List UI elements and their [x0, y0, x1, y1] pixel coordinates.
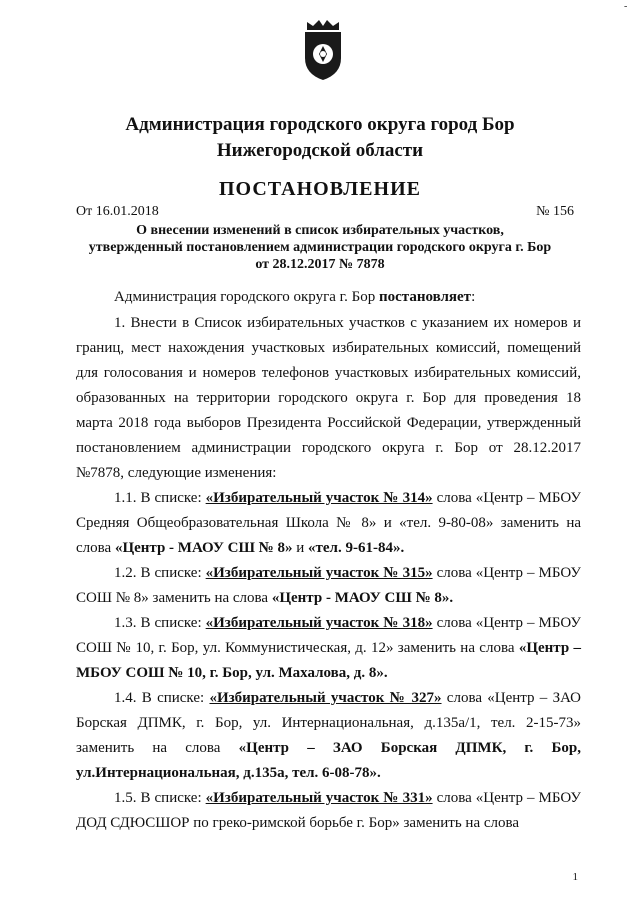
precinct-318: «Избирательный участок № 318» — [205, 615, 433, 631]
document-subject — [60, 222, 580, 273]
item-1-1-prefix: 1.1. В списке: — [114, 490, 206, 506]
item-1-2-text: слова «Центр – МБОУ СОШ № 8» заменить на слова — [76, 565, 581, 606]
item-1-5-text: слова «Центр – МБОУ ДОД СДЮСШОР по греко-римской борьбе г. Бор» заменить на слова — [76, 790, 581, 831]
intro-lead: Администрация городского округа г. Бор — [114, 289, 379, 305]
item-1-3-prefix: 1.3. В списке: — [114, 615, 206, 631]
item-1-2-prefix: 1.2. В списке: — [114, 565, 206, 581]
item-1-1-new-phone: «тел. 9-61-84». — [308, 540, 405, 556]
intro-paragraph — [76, 285, 581, 310]
item-1-4-prefix: 1.4. В списке: — [114, 690, 210, 706]
intro-verb: постановляет — [378, 289, 472, 305]
item-1-4 — [76, 686, 581, 786]
organization-title — [60, 112, 580, 164]
subject-line-1: О внесении изменений в список избирательных участков, — [136, 223, 504, 238]
item-1-2-new-center: «Центр - МАОУ СШ № 8». — [271, 590, 454, 606]
page-number: 1 — [572, 871, 578, 883]
item-1-4-new-center: «Центр – ЗАО Борская ДПМК, г. Бор, ул.Интернациональная, д.135а, тел. 6-08-78». — [76, 740, 581, 781]
item-1-1-text: слова «Центр – МБОУ Средняя Общеобразовательная Школа № 8» и «тел. 9-80-08» заменить на слова — [76, 490, 581, 556]
item-1-3-text: слова «Центр – МБОУ СОШ № 10, г. Бор, ул. Коммунистическая, д. 12» заменить на слова — [76, 615, 581, 656]
document-date: От 16.01.2018 — [76, 204, 159, 219]
body-paragraphs — [76, 311, 581, 836]
precinct-315: «Избирательный участок № 315» — [205, 565, 433, 581]
precinct-331: «Избирательный участок № 331» — [205, 790, 433, 806]
org-title-line-1: Администрация городского округа город Бор — [125, 114, 515, 135]
item-1-5-prefix: 1.5. В списке: — [114, 790, 206, 806]
precinct-327: «Избирательный участок № 327» — [209, 690, 442, 706]
subject-line-3: от 28.12.2017 № 7878 — [255, 257, 385, 272]
item-1-1 — [76, 486, 581, 561]
item-1-5 — [76, 786, 581, 836]
document-number: № 156 — [536, 204, 574, 219]
item-1-1-new-center: «Центр - МАОУ СШ № 8» — [114, 540, 293, 556]
item-1-3 — [76, 611, 581, 686]
precinct-314: «Избирательный участок № 314» — [205, 490, 433, 506]
corner-mark: - — [624, 1, 628, 12]
item-1-3-new-center: «Центр – МБОУ СОШ № 10, г. Бор, ул. Махалова, д. 8». — [76, 640, 581, 681]
coat-of-arms-icon — [299, 18, 347, 82]
item-1-4-text: слова «Центр – ЗАО Борская ДПМК, г. Бор, ул. Интернациональная, д.135а/1, тел. 2-15-73» заменить на слова — [76, 690, 582, 756]
subject-line-2: утвержденный постановлением администрации городского округа г. Бор — [88, 240, 552, 255]
item-1: 1. Внести в Список избирательных участков с указанием их номеров и границ, мест нахождения участковых избирательных комиссий, помещений для голосования и номеров телефонов участковых избирательных комиссий, образованных на территории городского округа г. Бор для проведения 18 марта 2018 года выборов Президента Российской Федерации, утвержденный постановлением администрации городского округа г. Бор от 28.12.2017 №7878, следующие изменения: — [76, 315, 581, 481]
org-title-line-2: Нижегородской области — [216, 140, 424, 161]
item-1-1-and: и — [292, 540, 309, 556]
item-1-2 — [76, 561, 581, 611]
intro-colon: : — [471, 289, 476, 305]
document-type-heading: ПОСТАНОВЛЕНИЕ — [219, 178, 421, 200]
